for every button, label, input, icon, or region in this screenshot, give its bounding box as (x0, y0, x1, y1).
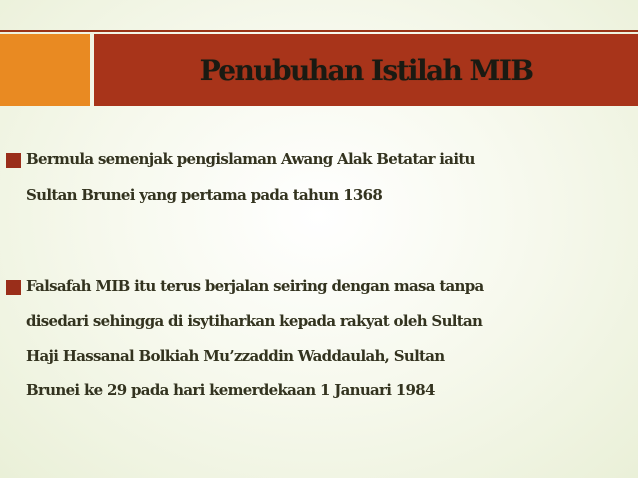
bullet-line: Brunei ke 29 pada hari kemerdekaan 1 Januari 1984 (26, 381, 435, 399)
bullet-line: Haji Hassanal Bolkiah Mu’zzaddin Waddaulah, Sultan (26, 347, 445, 365)
title-bar (94, 34, 638, 106)
header-rule (0, 30, 638, 32)
bullet-line: Falsafah MIB itu terus berjalan seiring dengan masa tanpa (26, 277, 484, 295)
bullet-line: Sultan Brunei yang pertama pada tahun 1368 (26, 186, 383, 204)
bullet-square-icon (6, 280, 21, 295)
orange-accent-block (0, 34, 90, 106)
slide-title: Penubuhan Istilah MIB (199, 53, 533, 87)
bullet-line: Bermula semenjak pengislaman Awang Alak Betatar iaitu (26, 150, 475, 168)
bullet-square-icon (6, 153, 21, 168)
bullet-line: disedari sehingga di isytiharkan kepada rakyat oleh Sultan (26, 312, 483, 330)
